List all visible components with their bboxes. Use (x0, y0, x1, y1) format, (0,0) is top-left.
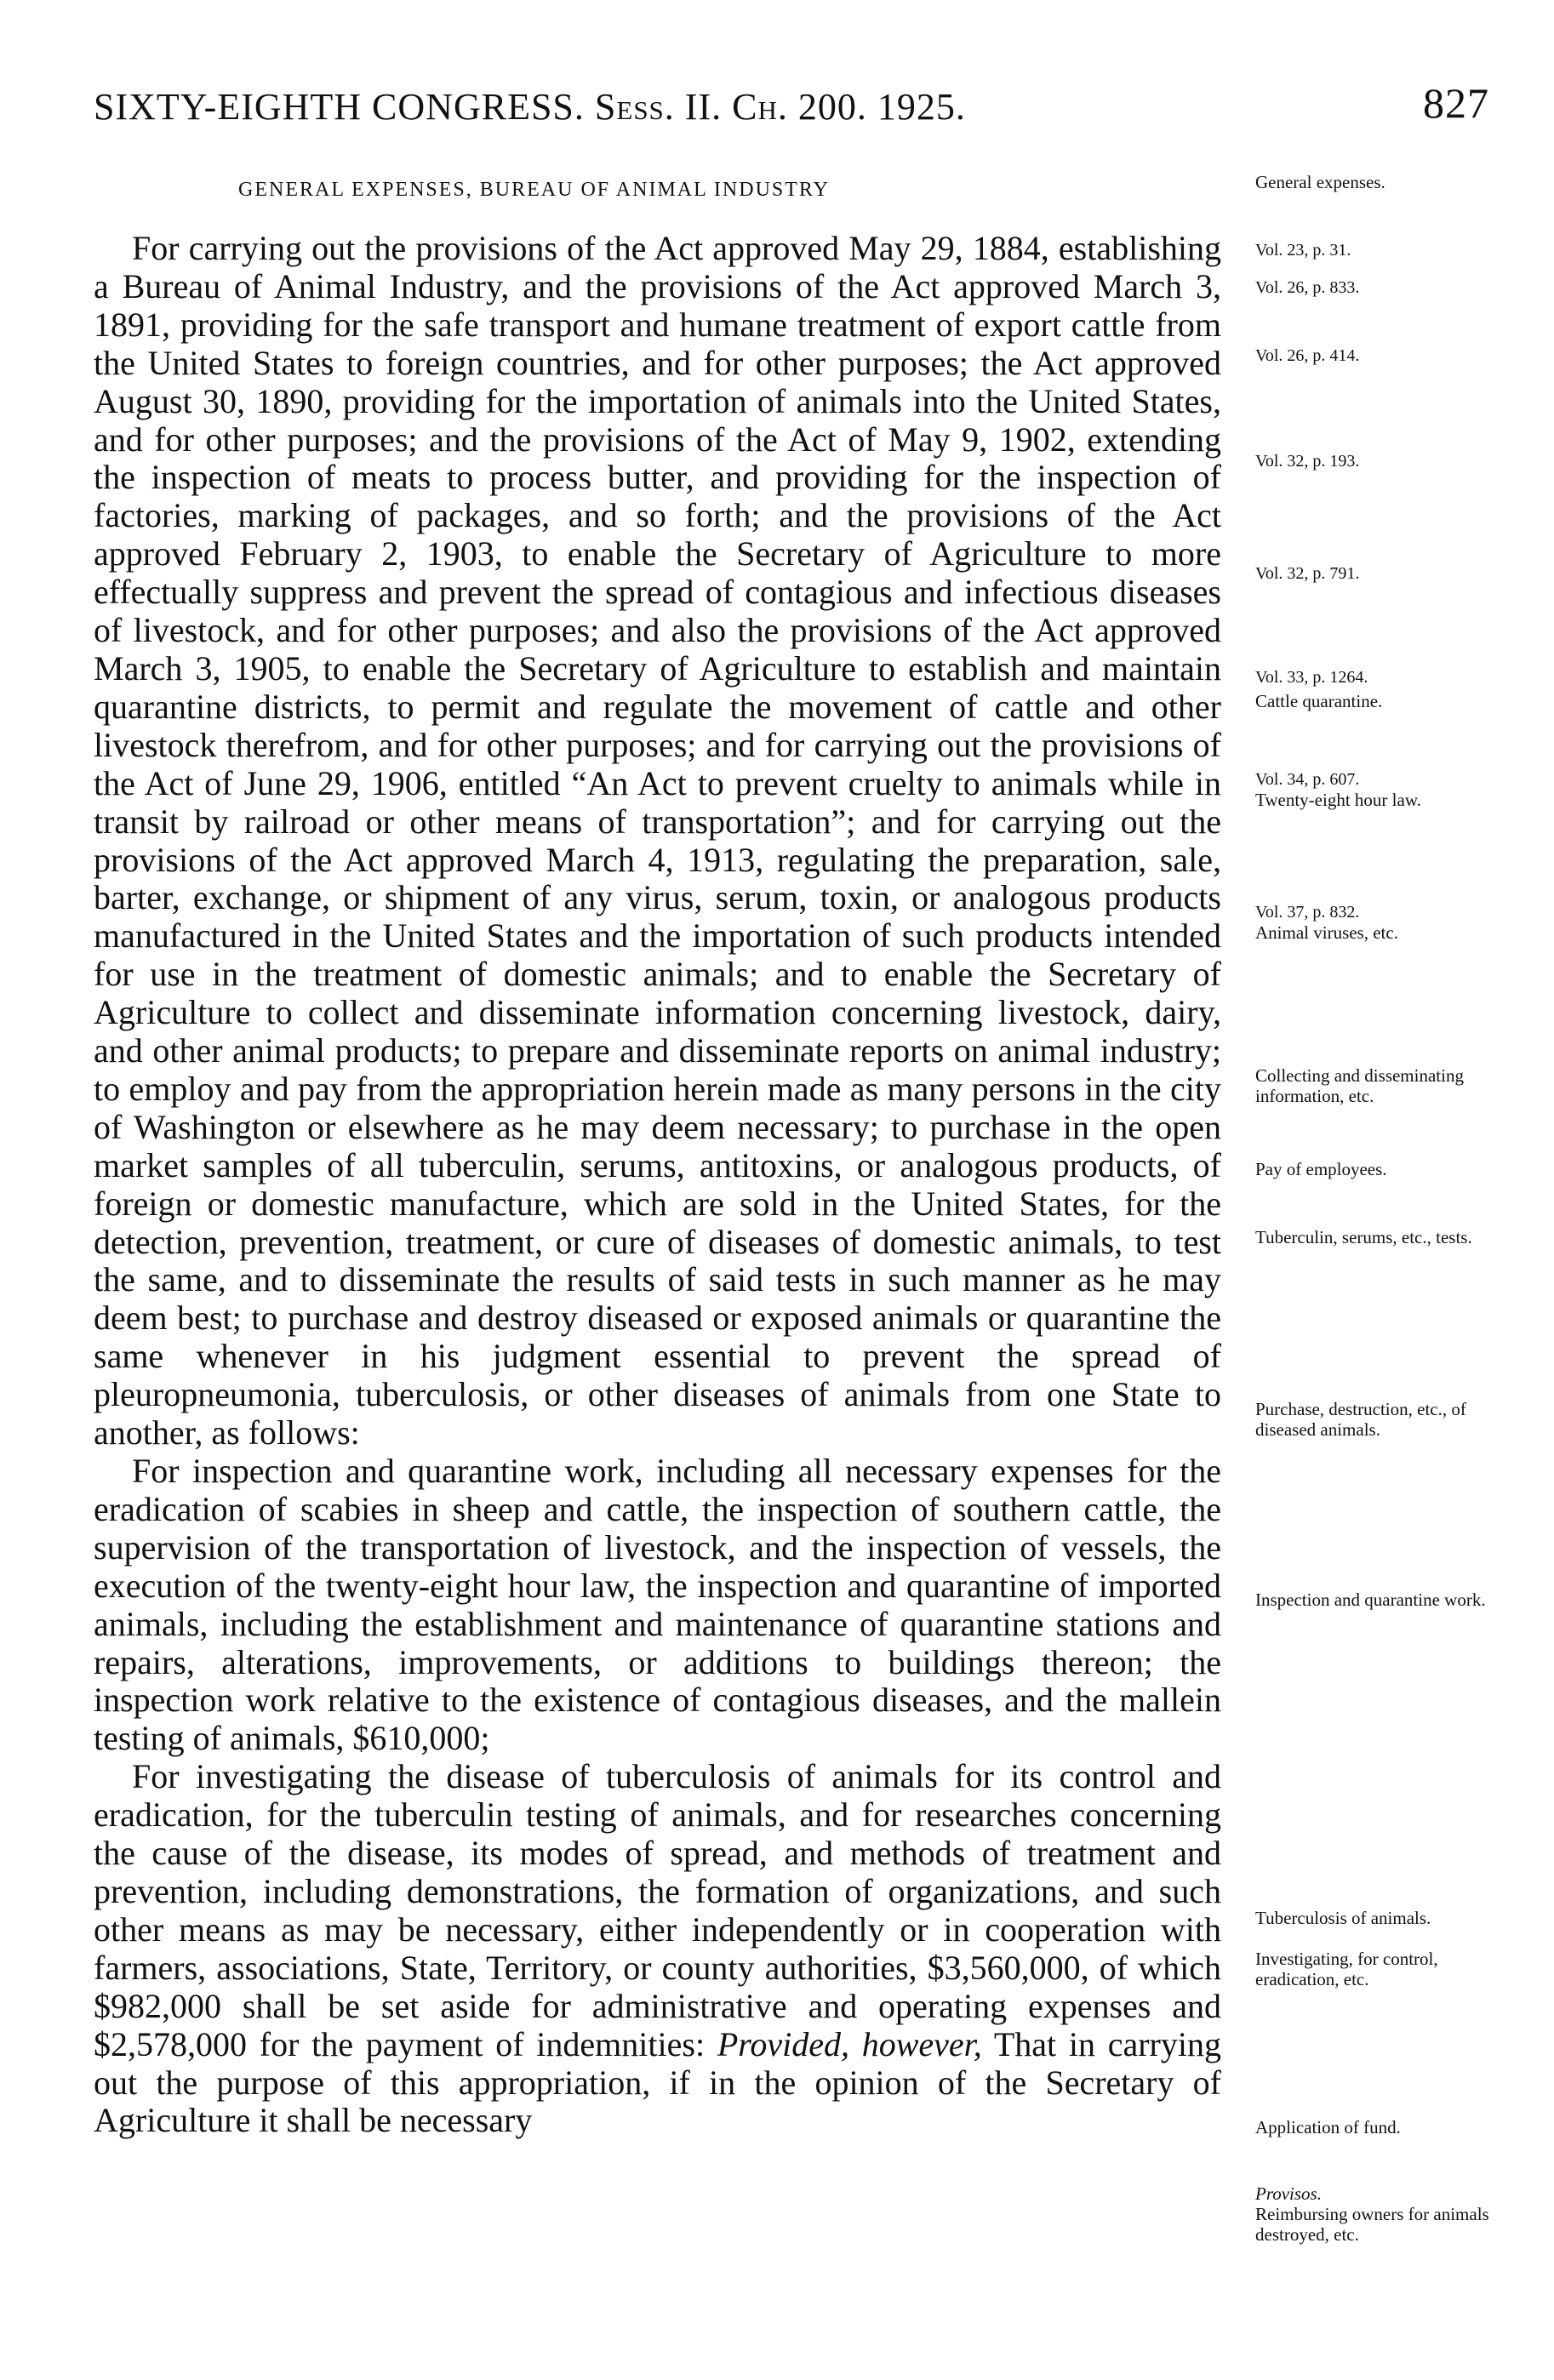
margin-note-twenty-eight-hour: Twenty-eight hour law. (1255, 790, 1421, 810)
statute-body (94, 230, 1221, 2140)
margin-citation: Vol. 33, p. 1264. (1255, 668, 1368, 687)
section-heading: GENERAL EXPENSES, BUREAU OF ANIMAL INDUSTRY (238, 179, 830, 201)
year-label: 1925. (877, 86, 966, 128)
margin-notes (1255, 0, 1511, 2380)
margin-note-inspection: Inspection and quarantine work. (1255, 1590, 1486, 1610)
margin-note-animal-viruses: Animal viruses, etc. (1255, 922, 1398, 943)
paragraph-tuberculosis (94, 1758, 1221, 2140)
margin-note-purchase: Purchase, destruction, etc., of diseased animals. (1255, 1399, 1466, 1440)
paragraph-general-provisions: For carrying out the provisions of the Act approved May 29, 1884, establishing a Bureau of Animal Industry, and the provisions of the Act approved March 3, 1891, providing for the safe transport and humane treatment of export cattle from the United States to foreign countries, and for other purposes; the Act approved August 30, 1890, providing for the importation of animals into the United States, and for other purposes; and the provisions of the Act of May 9, 1902, extending the inspection of meats to process butter, and providing for the inspection of factories, marking of packages, and so forth; and the provisions of the Act approved February 2, 1903, to enable the Secretary of Agriculture to more effectually suppress and prevent the spread of contagious and infectious diseases of livestock, and for other purposes; and also the provisions of the Act approved March 3, 1905, to enable the Secretary of Agriculture to establish and maintain quarantine districts, to permit and regulate the movement of cattle and other livestock therefrom, and for other purposes; and for carrying out the provisions of the Act of June 29, 1906, entitled “An Act to prevent cruelty to animals while in transit by railroad or other means of transportation”; and for carrying out the provisions of the Act approved March 4, 1913, regulating the preparation, sale, barter, exchange, or shipment of any virus, serum, toxin, or analogous products manufactured in the United States and the importation of such products intended for use in the treatment of domestic animals; and to enable the Secretary of Agriculture to collect and disseminate information concerning livestock, dairy, and other animal products; to prepare and disseminate reports on animal industry; to employ and pay from the appropriation herein made as many persons in the city of Washington or elsewhere as he may deem necessary; to purchase in the open market samples of all tuberculin, serums, antitoxins, or analogous products, of foreign or domestic manufacture, which are sold in the United States, for the detection, prevention, treatment, or cure of diseases of domestic animals, to test the same, and to disseminate the results of said tests in such manner as he may deem best; to purchase and destroy diseased or exposed animals or quarantine the same whenever in his judgment essential to prevent the spread of pleuropneumonia, tuberculosis, or other diseases of animals from one State to another, as follows: (94, 229, 1221, 1453)
tuberculosis-main-text: For investigating the disease of tuberculosis of animals for its control and eradication, for the tuberculin testing of animals, and for researches concerning the cause of the disease, its modes of spread, and methods of treatment and prevention, including demonstrations, the formation of organizations, and such other means as may be necessary, either independently or in cooperation with farmers, associations, State, Territory, or county authorities, $3,560,000, of which $982,000 shall be set aside for administrative and operating expenses and $2,578,000 for the payment of indemnities: (94, 1757, 1221, 2063)
margin-citation: Vol. 26, p. 414. (1255, 346, 1360, 365)
chapter-label: Ch. 200. (732, 86, 867, 128)
margin-citation: Vol. 23, p. 31. (1255, 241, 1351, 260)
page-number: 827 (1423, 79, 1489, 127)
margin-citation: Vol. 26, p. 833. (1255, 278, 1360, 297)
session-label: Sess. II. (594, 86, 723, 128)
margin-note-investigating: Investigating, for control, eradication, etc. (1255, 1949, 1438, 1989)
congress-title: SIXTY-EIGHTH CONGRESS. (94, 86, 585, 128)
margin-note-general-expenses: General expenses. (1255, 172, 1385, 192)
margin-note-tuberculosis: Tuberculosis of animals. (1255, 1908, 1431, 1928)
margin-citation: Vol. 37, p. 832. (1255, 903, 1360, 922)
margin-note-cattle-quarantine: Cattle quarantine. (1255, 691, 1383, 711)
proviso-phrase: Provided, however, (717, 2024, 982, 2063)
margin-note-reimbursing: Reimbursing owners for animals destroyed, etc. (1255, 2204, 1489, 2245)
margin-citation: Vol. 32, p. 193. (1255, 452, 1360, 471)
margin-note-tuberculin: Tuberculin, serums, etc., tests. (1255, 1227, 1472, 1247)
margin-note-collecting: Collecting and disseminating information, etc. (1255, 1065, 1464, 1106)
margin-note-application: Application of fund. (1255, 2117, 1401, 2137)
tuberculosis-proviso-text: That in carrying out the purpose of this appropriation, if in the opinion of the Secretary of Agriculture it shall be necessary (94, 2024, 1221, 2140)
margin-citation: Vol. 34, p. 607. (1255, 770, 1360, 789)
margin-note-pay: Pay of employees. (1255, 1159, 1387, 1179)
margin-note-provisos: Provisos. (1255, 2183, 1322, 2204)
margin-citation: Vol. 32, p. 791. (1255, 564, 1360, 583)
paragraph-inspection-quarantine: For inspection and quarantine work, including all necessary expenses for the eradication of scabies in sheep and cattle, the inspection of southern cattle, the supervision of the transportation of livestock, and the inspection of vessels, the execution of the twenty-eight hour law, the inspection and quarantine of imported animals, including the establishment and maintenance of quarantine stations and repairs, alterations, improvements, or additions to buildings thereon; the inspection work relative to the existence of contagious diseases, and the mallein testing of animals, $610,000; (94, 1452, 1221, 1758)
